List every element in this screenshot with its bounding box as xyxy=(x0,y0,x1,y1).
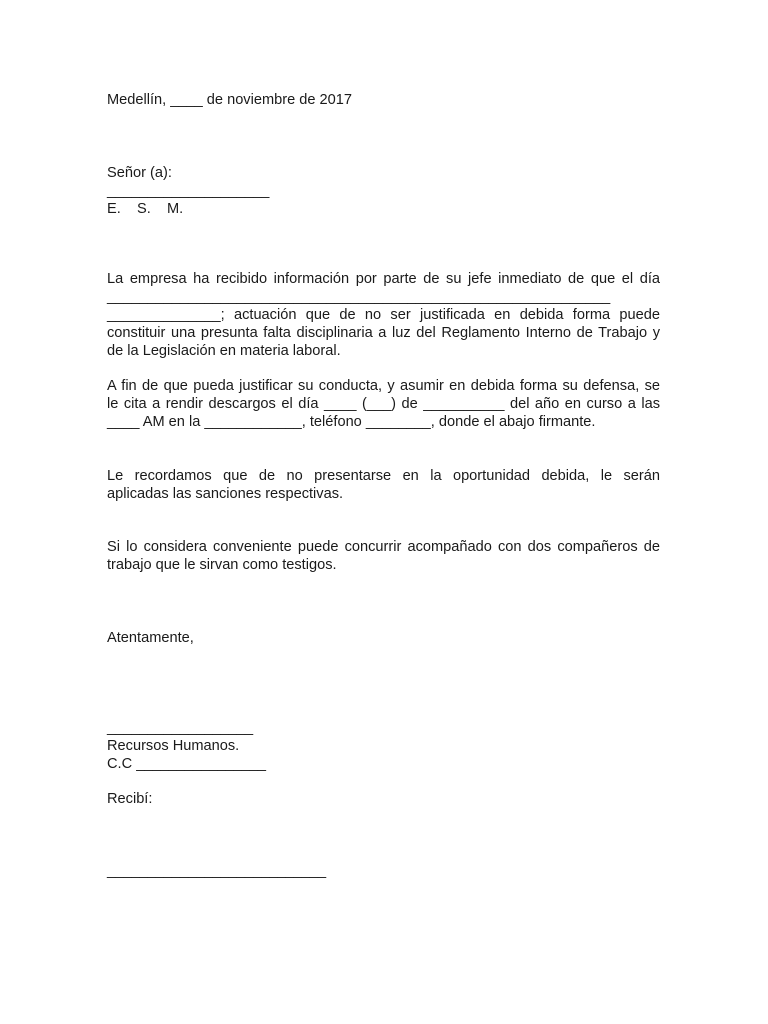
paragraph-3 xyxy=(107,467,660,503)
paragraph-3-line-2: aplicadas las sanciones respectivas. xyxy=(107,486,344,502)
paragraph-1-line-5: de la Legislación en materia laboral. xyxy=(107,343,341,359)
paragraph-4-line-1: Si lo considera conveniente puede concurrir acompañado con dos compañeros de xyxy=(107,539,660,555)
salutation: Señor (a): xyxy=(107,165,172,181)
paragraph-2-line-2: le cita a rendir descargos el día ____ (___) de __________ del año en curso a las xyxy=(107,396,660,412)
paragraph-2 xyxy=(107,377,660,431)
paragraph-4-line-2: trabajo que le sirvan como testigos. xyxy=(107,557,337,573)
recipient-line: ____________________ xyxy=(107,183,270,199)
received-signature-line: ___________________________ xyxy=(107,863,327,879)
paragraph-2-line-3: ____ AM en la ____________, teléfono ________, donde el abajo firmante. xyxy=(107,414,596,430)
esm: E. S. M. xyxy=(107,201,184,217)
paragraph-1 xyxy=(107,270,660,360)
received-label: Recibí: xyxy=(107,791,153,807)
signer: Recursos Humanos. xyxy=(107,738,240,754)
paragraph-1-line-1: La empresa ha recibido información por parte de su jefe inmediato de que el día xyxy=(107,271,660,287)
cc-line: C.C ________________ xyxy=(107,756,267,772)
paragraph-1-line-3: ______________; actuación que de no ser justificada en debida forma puede xyxy=(107,307,660,323)
closing: Atentamente, xyxy=(107,630,194,646)
paragraph-4 xyxy=(107,538,660,574)
place-date: Medellín, ____ de noviembre de 2017 xyxy=(107,92,353,108)
paragraph-2-line-1: A fin de que pueda justificar su conducta, y asumir en debida forma su defensa, se xyxy=(107,378,660,394)
paragraph-1-line-2: ______________________________________________________________ xyxy=(107,289,611,305)
signature-line: __________________ xyxy=(107,720,254,736)
paragraph-3-line-1: Le recordamos que de no presentarse en la oportunidad debida, le serán xyxy=(107,468,660,484)
paragraph-1-line-4: constituir una presunta falta disciplinaria a luz del Reglamento Interno de Trabajo y xyxy=(107,325,660,341)
